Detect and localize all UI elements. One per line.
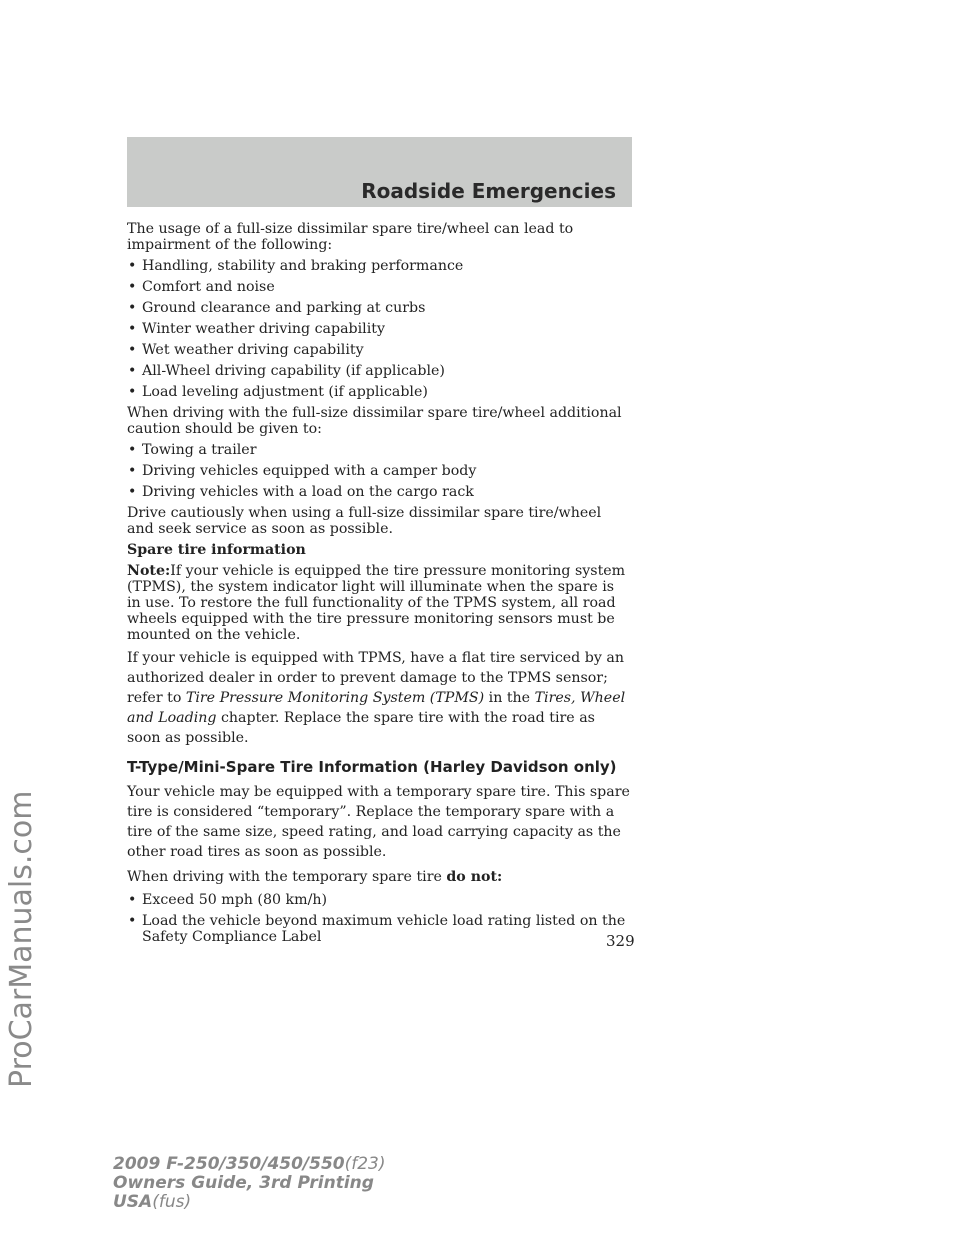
note-label: Note: xyxy=(127,563,171,579)
spare-tire-heading: Spare tire information xyxy=(127,542,306,558)
footer-region-line: USA(fus) xyxy=(113,1192,192,1212)
note-paragraph: Note:If your vehicle is equipped the tire pressure monitoring system (TPMS), the system indicator light will illuminate when the spare is in use. To restore the full functionality of the TPMS system, all road wheels equipped with the tire pressure monitoring sensors must be mounted on the vehicle. xyxy=(127,563,626,643)
list-item: • Winter weather driving capability xyxy=(128,321,385,337)
bullet-icon: • xyxy=(128,363,137,379)
tpms-paragraph: If your vehicle is equipped with TPMS, have a flat tire serviced by an authorized dealer in order to prevent damage to the TPMS sensor; refer to Tire Pressure Monitoring System (TPMS) in the Tires, Wheel and Loading chapter. Replace the spare tire with the road tire as soon as possible. xyxy=(127,650,626,746)
bullet-icon: • xyxy=(128,913,137,929)
ttype-heading: T-Type/Mini-Spare Tire Information (Harley Davidson only) xyxy=(127,758,617,776)
temp-spare-list xyxy=(127,892,632,945)
bullet-icon: • xyxy=(128,442,137,458)
intro-paragraph: The usage of a full-size dissimilar spare tire/wheel can lead to impairment of the following: xyxy=(127,221,574,253)
page-content xyxy=(127,221,632,950)
list-item: • Towing a trailer xyxy=(128,442,257,458)
bullet-icon: • xyxy=(128,484,137,500)
bullet-icon: • xyxy=(128,463,137,479)
bullet-icon: • xyxy=(128,321,137,337)
section-header-band xyxy=(127,137,632,207)
footer-edition-line: Owners Guide, 3rd Printing xyxy=(113,1173,374,1193)
tpms-reference: Tire Pressure Monitoring System (TPMS) xyxy=(185,690,485,706)
caution-paragraph: When driving with the full-size dissimilar spare tire/wheel additional caution should be given to: xyxy=(127,405,622,437)
list-item: • Comfort and noise xyxy=(128,279,275,295)
list-item: • Handling, stability and braking performance xyxy=(128,258,464,274)
list-item: • Load leveling adjustment (if applicable) xyxy=(128,384,428,400)
caution-list xyxy=(127,442,632,500)
drive-cautiously-paragraph: Drive cautiously when using a full-size dissimilar spare tire/wheel and seek service as soon as possible. xyxy=(127,505,602,537)
list-item: • Exceed 50 mph (80 km/h) xyxy=(128,892,328,908)
list-item: • All-Wheel driving capability (if applicable) xyxy=(128,363,445,379)
bullet-icon: • xyxy=(128,892,137,908)
list-item: • Load the vehicle beyond maximum vehicle load rating listed on the Safety Compliance Label xyxy=(128,913,626,945)
bullet-icon: • xyxy=(128,384,137,400)
list-item: • Ground clearance and parking at curbs xyxy=(128,300,426,316)
page-number: 329 xyxy=(606,932,635,950)
bullet-icon: • xyxy=(128,342,137,358)
list-item: • Wet weather driving capability xyxy=(128,342,364,358)
list-item: • Driving vehicles equipped with a camper body xyxy=(128,463,477,479)
footer-model-line: 2009 F-250/350/450/550(f23) xyxy=(113,1154,386,1174)
ttype-paragraph: Your vehicle may be equipped with a temporary spare tire. This spare tire is considered “temporary”. Replace the temporary spare with a tire of the same size, speed rating, and load carrying capacity as the other road tires as soon as possible. xyxy=(127,784,630,860)
chapter-reference: Tires, Wheel and Loading xyxy=(127,690,626,726)
document-footer xyxy=(113,1155,386,1212)
list-item: • Driving vehicles with a load on the cargo rack xyxy=(128,484,474,500)
bullet-icon: • xyxy=(128,279,137,295)
temp-spare-intro: When driving with the temporary spare tire do not: xyxy=(127,869,503,885)
section-title: Roadside Emergencies xyxy=(361,179,616,203)
watermark: ProCarManuals.com xyxy=(4,790,39,1088)
impairment-list xyxy=(127,258,632,400)
bullet-icon: • xyxy=(128,258,137,274)
bullet-icon: • xyxy=(128,300,137,316)
